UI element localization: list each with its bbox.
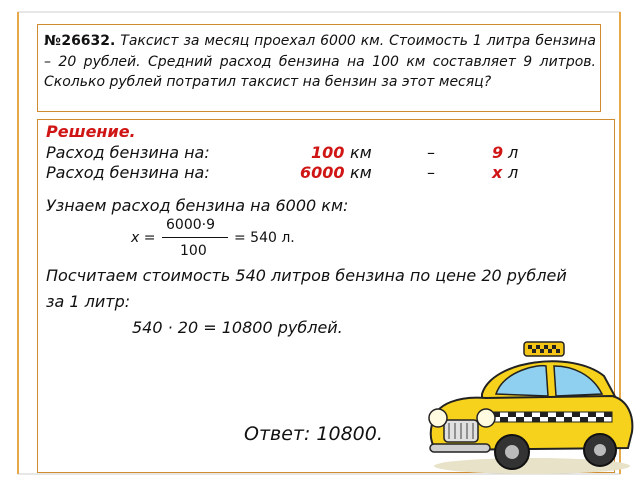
answer: Ответ: 10800.	[244, 423, 383, 445]
problem-box	[37, 24, 601, 112]
fraction-bar	[162, 237, 228, 238]
row1-distance-unit: км	[350, 143, 372, 162]
formula-lhs: x =	[131, 230, 156, 246]
row2-distance: 6000	[300, 163, 345, 182]
formula-numerator: 6000·9	[166, 217, 215, 233]
row2-dash: –	[427, 163, 435, 182]
row1-volume: 9	[492, 143, 504, 162]
problem-statement	[44, 31, 596, 93]
solution-heading: Решение.	[46, 122, 136, 141]
cost-text-line1: Посчитаем стоимость 540 литров бензина по цене 20 рублей	[46, 266, 567, 285]
row1-volume-unit: л	[508, 143, 519, 162]
formula-rhs: = 540 л.	[234, 230, 295, 246]
problem-text: Таксист за месяц проехал 6000 км. Стоимость 1 литра бензина – 20 рублей. Средний расход бензина на 100 км составляет 9 литров. Сколько рублей потратил таксист на бензин за этот месяц?	[44, 33, 596, 90]
row2-volume-unit: л	[508, 163, 519, 182]
row2-distance-unit: км	[350, 163, 372, 182]
row1-label: Расход бензина на:	[46, 143, 210, 162]
taxi-car-icon	[422, 336, 636, 476]
row1-dash: –	[427, 143, 435, 162]
row2-volume: x	[492, 163, 503, 182]
formula-denominator: 100	[180, 243, 207, 259]
row2-label: Расход бензина на:	[46, 163, 210, 182]
cost-formula: 540 · 20 = 10800 рублей.	[132, 318, 343, 337]
cost-text-line2: за 1 литр:	[46, 292, 131, 311]
find-consumption-text: Узнаем расход бензина на 6000 км:	[46, 196, 349, 215]
problem-number: №26632.	[44, 33, 116, 49]
row1-distance: 100	[311, 143, 345, 162]
